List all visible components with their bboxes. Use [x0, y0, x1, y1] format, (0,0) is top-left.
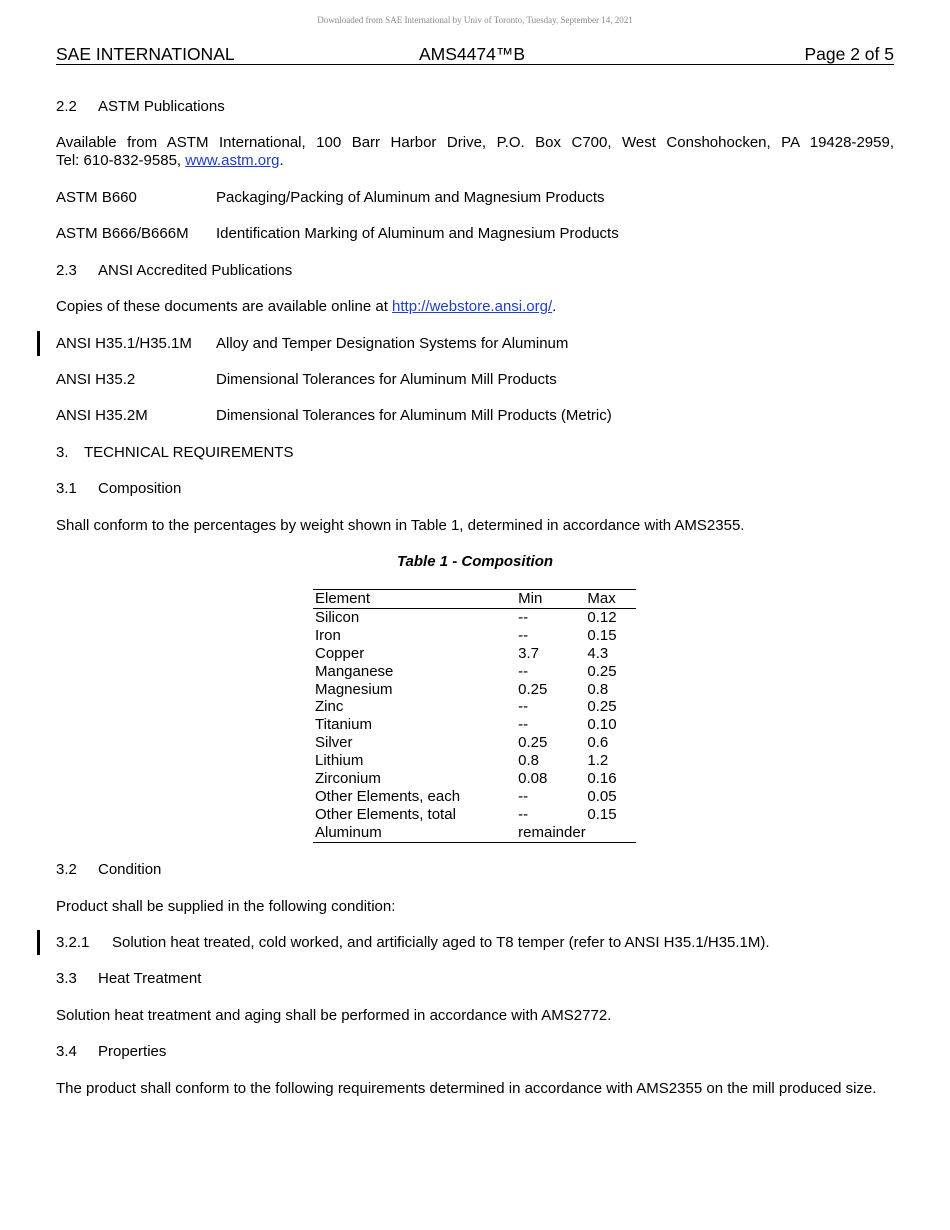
section-2-3-title: ANSI Accredited Publications [98, 262, 293, 279]
cell-min: 3.7 [518, 644, 540, 662]
cell-remainder: remainder [516, 824, 636, 842]
table-row [313, 663, 636, 681]
cell-element: Other Elements, total [315, 805, 456, 823]
revision-change-bar [37, 331, 40, 356]
ansi-webstore-link[interactable]: http://webstore.ansi.org/ [392, 298, 553, 315]
cell-max: 0.12 [587, 608, 617, 626]
page-header [56, 44, 894, 65]
clause-3-2-1-number: 3.2.1 [56, 934, 90, 951]
table-row [313, 698, 636, 716]
cell-max: 0.10 [587, 716, 617, 734]
download-watermark: Downloaded from SAE International by Univ of Toronto, Tuesday, September 14, 2021 [317, 15, 633, 25]
table-row [313, 645, 636, 663]
clause-3-2-1-text: Solution heat treated, cold worked, and artificially aged to T8 temper (refer to ANSI H35.1/H35.1M). [112, 934, 770, 951]
header-min: Min [516, 590, 585, 609]
cell-element: Zinc [315, 698, 344, 716]
cell-max: 0.25 [587, 662, 617, 680]
table-row [313, 608, 636, 626]
section-3-1-title: Composition [98, 480, 182, 497]
cell-max: 0.16 [587, 770, 617, 788]
table-row [313, 806, 636, 824]
header-org: SAE INTERNATIONAL [56, 44, 235, 64]
cell-min: 0.25 [518, 680, 548, 698]
table-row [313, 681, 636, 699]
ref-code-astm-b660: ASTM B660 [56, 189, 137, 206]
cell-max: 4.3 [587, 644, 609, 662]
table-row [313, 752, 636, 770]
cell-max: 0.15 [587, 626, 617, 644]
ref-code-ansi-h35-1: ANSI H35.1/H35.1M [56, 335, 192, 352]
section-2-2-title: ASTM Publications [98, 98, 225, 115]
table-row-remainder [313, 824, 636, 842]
cell-element: Other Elements, each [315, 787, 461, 805]
astm-period: . [279, 152, 284, 169]
properties-paragraph: The product shall conform to the following requirements determined in accordance with AMS2355 on the mill produced size. [56, 1080, 877, 1097]
header-doc-id: AMS4474™B [419, 44, 526, 64]
cell-min: 0.25 [518, 734, 548, 752]
table-row [313, 770, 636, 788]
cell-element: Silicon [315, 608, 360, 626]
ref-title-ansi-h35-2m: Dimensional Tolerances for Aluminum Mill Products (Metric) [216, 407, 612, 424]
ref-title-astm-b666: Identification Marking of Aluminum and Magnesium Products [216, 225, 619, 242]
astm-availability-line1: Available from ASTM International, 100 Barr Harbor Drive, P.O. Box C700, West Conshohocken, PA 19428-2959, [56, 134, 894, 151]
section-3-3-title: Heat Treatment [98, 970, 202, 987]
section-3-1-number: 3.1 [56, 480, 77, 497]
cell-element: Titanium [315, 716, 372, 734]
cell-min: 0.08 [518, 770, 548, 788]
cell-element: Lithium [315, 752, 364, 770]
section-3-number: 3. [56, 444, 69, 461]
cell-element: Silver [315, 734, 353, 752]
cell-min: -- [518, 698, 529, 716]
ref-title-astm-b660: Packaging/Packing of Aluminum and Magnesium Products [216, 189, 605, 206]
ref-title-ansi-h35-1: Alloy and Temper Designation Systems for Aluminum [216, 335, 569, 352]
cell-element: Zirconium [315, 770, 381, 788]
header-max: Max [585, 590, 636, 609]
cell-min: -- [518, 716, 529, 734]
ref-code-astm-b666: ASTM B666/B666M [56, 225, 189, 242]
cell-min: -- [518, 805, 529, 823]
cell-element: Magnesium [315, 680, 393, 698]
ansi-period: . [552, 298, 557, 315]
cell-element: Aluminum [313, 824, 516, 842]
ansi-availability [56, 298, 556, 315]
table-row [313, 716, 636, 734]
cell-min: 0.8 [518, 752, 540, 770]
cell-element: Manganese [315, 662, 394, 680]
section-3-4-title: Properties [98, 1043, 167, 1060]
condition-paragraph: Product shall be supplied in the following condition: [56, 898, 396, 915]
cell-max: 1.2 [587, 752, 609, 770]
cell-min: -- [518, 626, 529, 644]
cell-min: -- [518, 662, 529, 680]
composition-paragraph: Shall conform to the percentages by weight shown in Table 1, determined in accordance with AMS2355. [56, 517, 745, 534]
table-row [313, 627, 636, 645]
revision-change-bar [37, 930, 40, 955]
cell-min: -- [518, 608, 529, 626]
cell-max: 0.25 [587, 698, 617, 716]
section-2-2-number: 2.2 [56, 98, 77, 115]
table-1-caption: Table 1 - Composition [396, 553, 554, 570]
section-2-3-number: 2.3 [56, 262, 77, 279]
composition-table [313, 589, 636, 843]
table-row [313, 788, 636, 806]
cell-element: Copper [315, 644, 365, 662]
ansi-copies-text: Copies of these documents are available online at [56, 298, 393, 315]
table-header-row [313, 590, 636, 609]
ref-title-ansi-h35-2: Dimensional Tolerances for Aluminum Mill Products [216, 371, 557, 388]
astm-website-link[interactable]: www.astm.org [185, 152, 280, 169]
cell-max: 0.6 [587, 734, 609, 752]
section-3-2-title: Condition [98, 861, 162, 878]
astm-availability-line2 [56, 152, 284, 169]
heat-treatment-paragraph: Solution heat treatment and aging shall be performed in accordance with AMS2772. [56, 1007, 612, 1024]
cell-element: Iron [315, 626, 341, 644]
ref-code-ansi-h35-2m: ANSI H35.2M [56, 407, 148, 424]
cell-max: 0.8 [587, 680, 609, 698]
astm-phone: Tel: 610-832-9585, [56, 152, 186, 169]
ref-code-ansi-h35-2: ANSI H35.2 [56, 371, 136, 388]
section-3-4-number: 3.4 [56, 1043, 77, 1060]
cell-min: -- [518, 787, 529, 805]
cell-max: 0.15 [587, 805, 617, 823]
table-row [313, 734, 636, 752]
section-3-2-number: 3.2 [56, 861, 77, 878]
cell-max: 0.05 [587, 787, 617, 805]
header-page-number: Page 2 of 5 [804, 44, 894, 64]
section-3-title: TECHNICAL REQUIREMENTS [84, 444, 294, 461]
header-element: Element [313, 590, 516, 609]
section-3-3-number: 3.3 [56, 970, 77, 987]
